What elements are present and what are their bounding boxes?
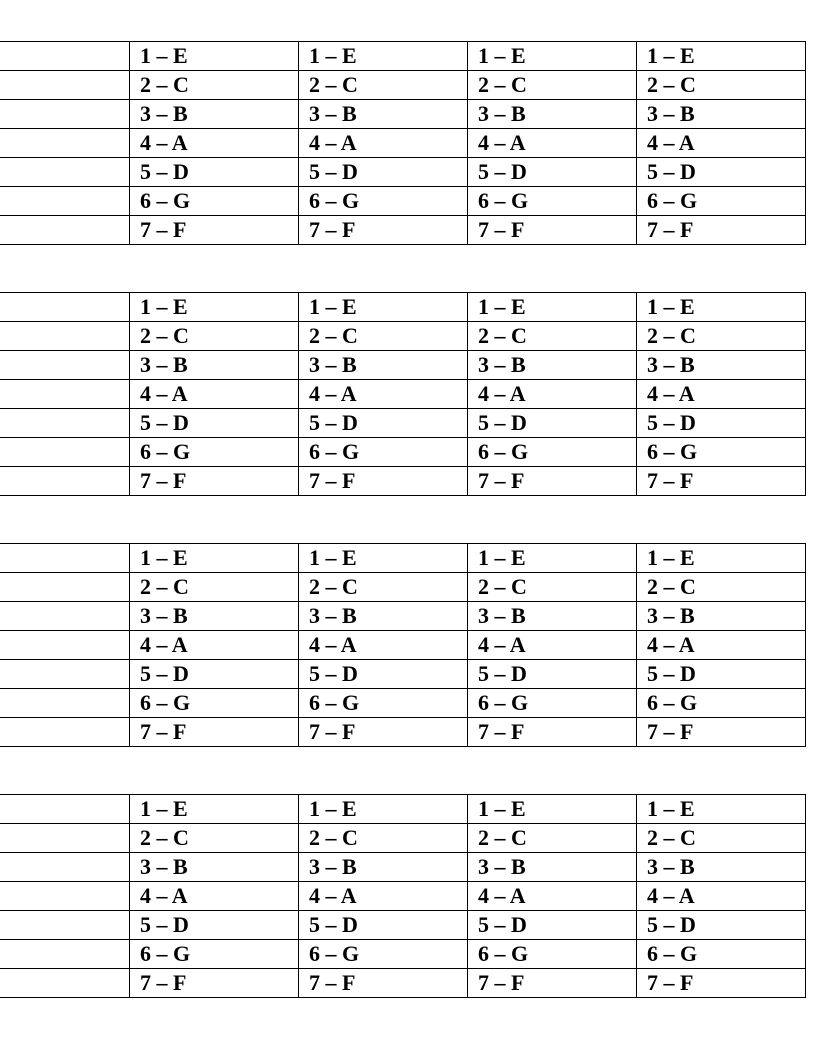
- answer-cell: 6 – G: [299, 187, 468, 216]
- answer-cell: 1 – E: [299, 42, 468, 71]
- answer-cell: 6 – G: [299, 438, 468, 467]
- answer-cell: 3 – B: [637, 100, 806, 129]
- answer-cell: [0, 853, 130, 882]
- answer-cell: 7 – F: [130, 969, 299, 998]
- answer-cell: 1 – E: [299, 795, 468, 824]
- answer-cell: 7 – F: [468, 969, 637, 998]
- answer-cell: 4 – A: [468, 129, 637, 158]
- answer-cell: 4 – A: [299, 882, 468, 911]
- answer-cell: 6 – G: [637, 187, 806, 216]
- answer-cell: 3 – B: [130, 351, 299, 380]
- table-row: [0, 467, 806, 496]
- answer-cell: 6 – G: [299, 689, 468, 718]
- answer-cell: 4 – A: [130, 631, 299, 660]
- answer-cell: 7 – F: [299, 969, 468, 998]
- answer-cell: 7 – F: [637, 216, 806, 245]
- table-row: [0, 293, 806, 322]
- table-row: [0, 882, 806, 911]
- table-row: [0, 71, 806, 100]
- answer-cell: [0, 409, 130, 438]
- answer-cell: 2 – C: [637, 71, 806, 100]
- answer-cell: 4 – A: [468, 882, 637, 911]
- answer-cell: [0, 438, 130, 467]
- answer-cell: 7 – F: [637, 467, 806, 496]
- answer-cell: 2 – C: [130, 824, 299, 853]
- answer-cell: 2 – C: [637, 824, 806, 853]
- answer-cell: 6 – G: [468, 940, 637, 969]
- answer-cell: 7 – F: [637, 969, 806, 998]
- table-row: [0, 573, 806, 602]
- answer-cell: [0, 911, 130, 940]
- answer-cell: 5 – D: [637, 158, 806, 187]
- answer-key-table-4: [0, 794, 806, 998]
- table-row: [0, 42, 806, 71]
- answer-cell: 1 – E: [637, 544, 806, 573]
- answer-cell: [0, 351, 130, 380]
- table-row: [0, 100, 806, 129]
- answer-cell: [0, 940, 130, 969]
- table-body: [0, 544, 806, 747]
- answer-key-table-2: [0, 292, 806, 496]
- answer-cell: 3 – B: [637, 351, 806, 380]
- answer-cell: 2 – C: [468, 824, 637, 853]
- table-row: [0, 602, 806, 631]
- answer-key-table-3: [0, 543, 806, 747]
- answer-cell: 3 – B: [130, 100, 299, 129]
- answer-cell: 4 – A: [299, 631, 468, 660]
- answer-cell: 3 – B: [130, 853, 299, 882]
- answer-cell: 5 – D: [299, 158, 468, 187]
- answer-cell: 4 – A: [637, 882, 806, 911]
- answer-cell: 1 – E: [130, 293, 299, 322]
- answer-cell: 1 – E: [637, 795, 806, 824]
- answer-cell: 6 – G: [637, 689, 806, 718]
- answer-cell: 5 – D: [130, 158, 299, 187]
- answer-cell: 5 – D: [130, 409, 299, 438]
- answer-cell: [0, 380, 130, 409]
- answer-cell: [0, 824, 130, 853]
- answer-cell: 7 – F: [130, 467, 299, 496]
- answer-cell: 2 – C: [468, 71, 637, 100]
- table-body: [0, 42, 806, 245]
- table-row: [0, 795, 806, 824]
- answer-cell: 3 – B: [637, 853, 806, 882]
- answer-cell: 7 – F: [468, 467, 637, 496]
- answer-cell: [0, 689, 130, 718]
- answer-cell: [0, 187, 130, 216]
- answer-cell: 6 – G: [468, 187, 637, 216]
- answer-cell: [0, 100, 130, 129]
- table-row: [0, 824, 806, 853]
- answer-cell: 2 – C: [637, 322, 806, 351]
- answer-cell: 2 – C: [299, 573, 468, 602]
- answer-cell: 7 – F: [130, 216, 299, 245]
- answer-cell: 4 – A: [468, 631, 637, 660]
- answer-cell: [0, 718, 130, 747]
- answer-cell: 1 – E: [468, 293, 637, 322]
- answer-cell: [0, 660, 130, 689]
- answer-cell: 6 – G: [130, 689, 299, 718]
- answer-cell: 1 – E: [299, 544, 468, 573]
- answer-cell: [0, 467, 130, 496]
- table-body: [0, 795, 806, 998]
- answer-cell: 4 – A: [637, 129, 806, 158]
- answer-cell: [0, 158, 130, 187]
- answer-cell: 3 – B: [299, 100, 468, 129]
- answer-cell: 3 – B: [130, 602, 299, 631]
- answer-cell: 6 – G: [130, 187, 299, 216]
- answer-cell: 2 – C: [130, 322, 299, 351]
- answer-cell: 3 – B: [637, 602, 806, 631]
- table-row: [0, 969, 806, 998]
- answer-cell: 5 – D: [130, 660, 299, 689]
- answer-cell: 5 – D: [468, 660, 637, 689]
- answer-cell: 5 – D: [130, 911, 299, 940]
- answer-cell: 1 – E: [468, 42, 637, 71]
- answer-cell: 5 – D: [468, 409, 637, 438]
- answer-cell: 4 – A: [130, 129, 299, 158]
- answer-cell: 2 – C: [299, 824, 468, 853]
- answer-cell: 2 – C: [299, 71, 468, 100]
- answer-cell: 7 – F: [468, 718, 637, 747]
- answer-cell: 1 – E: [299, 293, 468, 322]
- answer-cell: 1 – E: [130, 795, 299, 824]
- answer-cell: 4 – A: [130, 380, 299, 409]
- answer-cell: 5 – D: [468, 158, 637, 187]
- table-row: [0, 631, 806, 660]
- answer-cell: 2 – C: [637, 573, 806, 602]
- answer-cell: 3 – B: [468, 602, 637, 631]
- table-row: [0, 689, 806, 718]
- answer-cell: [0, 631, 130, 660]
- table-row: [0, 911, 806, 940]
- answer-cell: 1 – E: [130, 544, 299, 573]
- answer-cell: 6 – G: [130, 940, 299, 969]
- answer-cell: [0, 969, 130, 998]
- table-row: [0, 129, 806, 158]
- table-row: [0, 940, 806, 969]
- answer-cell: 4 – A: [637, 380, 806, 409]
- answer-cell: [0, 795, 130, 824]
- answer-cell: 2 – C: [130, 71, 299, 100]
- answer-cell: 5 – D: [637, 911, 806, 940]
- answer-cell: [0, 602, 130, 631]
- answer-cell: 3 – B: [468, 351, 637, 380]
- answer-cell: [0, 882, 130, 911]
- answer-cell: 2 – C: [468, 573, 637, 602]
- answer-cell: 6 – G: [468, 689, 637, 718]
- answer-cell: 2 – C: [468, 322, 637, 351]
- answer-cell: 2 – C: [299, 322, 468, 351]
- answer-cell: 5 – D: [299, 911, 468, 940]
- table-row: [0, 216, 806, 245]
- answer-cell: [0, 216, 130, 245]
- answer-cell: 1 – E: [130, 42, 299, 71]
- answer-cell: 7 – F: [468, 216, 637, 245]
- answer-cell: 4 – A: [130, 882, 299, 911]
- answer-cell: 5 – D: [468, 911, 637, 940]
- answer-cell: 7 – F: [299, 718, 468, 747]
- answer-cell: 6 – G: [130, 438, 299, 467]
- answer-cell: [0, 42, 130, 71]
- answer-cell: 6 – G: [299, 940, 468, 969]
- table-row: [0, 351, 806, 380]
- answer-cell: 5 – D: [637, 409, 806, 438]
- answer-cell: 7 – F: [130, 718, 299, 747]
- answer-cell: 3 – B: [299, 351, 468, 380]
- answer-cell: 2 – C: [130, 573, 299, 602]
- answer-cell: 6 – G: [468, 438, 637, 467]
- answer-cell: [0, 129, 130, 158]
- table-row: [0, 660, 806, 689]
- table-row: [0, 853, 806, 882]
- answer-cell: 5 – D: [299, 660, 468, 689]
- answer-cell: 7 – F: [299, 467, 468, 496]
- answer-cell: 7 – F: [299, 216, 468, 245]
- answer-cell: 5 – D: [637, 660, 806, 689]
- answer-cell: [0, 544, 130, 573]
- answer-cell: 1 – E: [637, 42, 806, 71]
- answer-cell: 1 – E: [468, 544, 637, 573]
- answer-cell: 3 – B: [468, 100, 637, 129]
- table-row: [0, 718, 806, 747]
- table-row: [0, 322, 806, 351]
- answer-cell: 4 – A: [468, 380, 637, 409]
- answer-cell: 4 – A: [637, 631, 806, 660]
- answer-cell: [0, 71, 130, 100]
- answer-cell: 4 – A: [299, 129, 468, 158]
- table-row: [0, 438, 806, 467]
- table-row: [0, 544, 806, 573]
- table-row: [0, 409, 806, 438]
- answer-cell: 6 – G: [637, 940, 806, 969]
- table-body: [0, 293, 806, 496]
- answer-cell: 3 – B: [468, 853, 637, 882]
- answer-cell: 1 – E: [637, 293, 806, 322]
- table-row: [0, 158, 806, 187]
- answer-cell: 5 – D: [299, 409, 468, 438]
- answer-cell: [0, 573, 130, 602]
- answer-cell: 6 – G: [637, 438, 806, 467]
- answer-cell: [0, 322, 130, 351]
- answer-cell: 4 – A: [299, 380, 468, 409]
- answer-cell: 3 – B: [299, 853, 468, 882]
- answer-cell: 7 – F: [637, 718, 806, 747]
- table-row: [0, 380, 806, 409]
- answer-cell: [0, 293, 130, 322]
- table-row: [0, 187, 806, 216]
- answer-key-table-1: [0, 41, 806, 245]
- answer-cell: 3 – B: [299, 602, 468, 631]
- answer-cell: 1 – E: [468, 795, 637, 824]
